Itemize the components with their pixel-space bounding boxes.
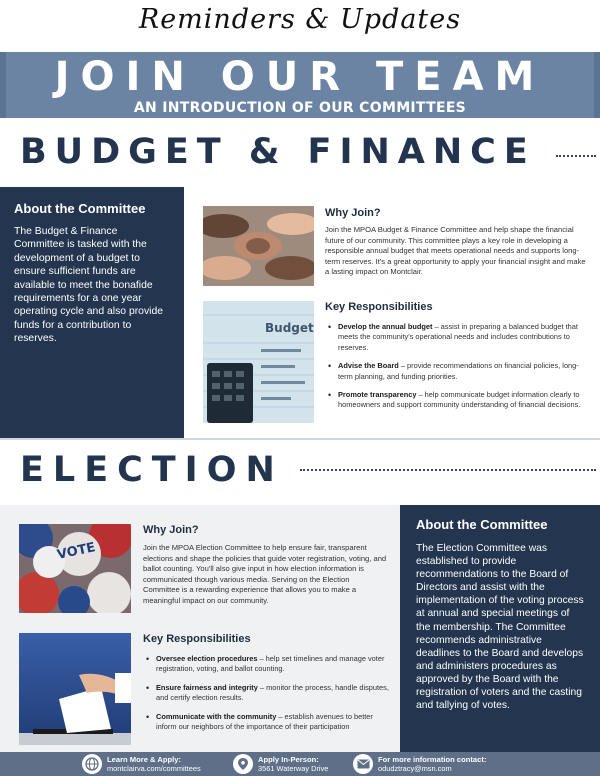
- election-about-body: The Election Committee was established to provide recommendations to the Board of Directors and assist with the implementation of the voting process at annual and special meetings of the membership. The Committee recommends administrative deadlines to the Board and develops and administers procedures as approved by the Board with the registration of voters and the casting and tallying of votes.: [416, 543, 584, 712]
- vote-buttons-photo: [19, 524, 131, 613]
- election-heading-dots: [300, 469, 596, 471]
- election-key-list: [143, 654, 389, 740]
- banner-title: JOIN OUR TEAM: [54, 54, 546, 100]
- budget-key-title: Key Responsibilities: [325, 301, 433, 313]
- footer-apply: [233, 754, 328, 774]
- list-item: • Communicate with the community – establish avenues to better inform our neighbors of the importance of their participation: [143, 712, 389, 733]
- footer-learn-link[interactable]: montclairva.com/committees: [107, 764, 201, 773]
- budget-why-title: Why Join?: [325, 207, 381, 219]
- footer-contact: [353, 754, 486, 774]
- section-separator: [0, 438, 600, 440]
- budget-key-list: [325, 322, 593, 419]
- hands-teamwork-photo: [203, 206, 314, 286]
- footer-bar: [0, 752, 600, 776]
- election-about-title: About the Committee: [416, 517, 548, 532]
- budget-document-photo: [203, 301, 314, 423]
- budget-about-body: The Budget & Finance Committee is tasked with the development of a budget to ensure sufficient funds are available to meet the bonafide requirements for a one year operating cycle and also provide funds for a contribution to reserves.: [14, 226, 164, 345]
- budget-section-heading: BUDGET & FINANCE: [20, 132, 536, 172]
- election-why-title: Why Join?: [143, 524, 199, 536]
- footer-contact-label: For more information contact:: [378, 755, 487, 764]
- globe-icon: [82, 754, 102, 774]
- footer-apply-label: Apply In-Person:: [258, 755, 319, 764]
- list-item: • Oversee election procedures – help set timelines and manage voter registration, voting, and ballot counting.: [143, 654, 389, 675]
- footer-learn-label: Learn More & Apply:: [107, 755, 181, 764]
- mail-icon: [353, 754, 373, 774]
- list-item: • Promote transparency – help communicate budget information clearly to homeowners and support community understanding of financial decisions.: [325, 390, 593, 411]
- banner-subtitle: AN INTRODUCTION OF OUR COMMITTEES: [133, 100, 467, 116]
- vote-photo-label: VOTE: [55, 540, 97, 563]
- budget-about-panel: [0, 187, 184, 438]
- list-item: • Advise the Board – provide recommendations on financial policies, long-term planning, and funding priorities.: [325, 361, 593, 382]
- footer-apply-address: 3561 Waterway Drive: [258, 764, 329, 773]
- footer-contact-email[interactable]: odudztracy@msn.com: [378, 764, 452, 773]
- budget-photo-label: Budget: [265, 321, 314, 335]
- election-section-heading: ELECTION: [20, 450, 284, 490]
- ballot-box-photo: [19, 633, 131, 745]
- list-item: • Develop the annual budget – assist in preparing a balanced budget that meets the community's operational needs and includes contributions to reserves.: [325, 322, 593, 353]
- budget-heading-dots: [556, 155, 596, 157]
- list-item: • Ensure fairness and integrity – monitor the process, handle disputes, and certify election results.: [143, 683, 389, 704]
- election-why-body: Join the MPOA Election Committee to help ensure fair, transparent elections and shape the policies that guide voter registration, voting, and ballot counting. You'll also give input in how election information is communicated though various media. Serving on the Election Committee is a rewarding experience that allows you to make a meaningful impact on our community.: [143, 543, 387, 605]
- budget-about-title: About the Committee: [14, 201, 146, 216]
- location-pin-icon: [233, 754, 253, 774]
- footer-learn: [82, 754, 201, 774]
- election-about-panel: [400, 505, 600, 752]
- election-key-title: Key Responsibilities: [143, 633, 251, 645]
- budget-why-body: Join the MPOA Budget & Finance Committee and help shape the financial future of our community. This committee plays a key role in developing a responsible annual budget that meets operational needs and supports long-term reserves. It's a great opportunity to apply your financial insight and make a lasting impact on Montclair.: [325, 225, 586, 277]
- page-script-title: Reminders & Updates: [138, 4, 462, 35]
